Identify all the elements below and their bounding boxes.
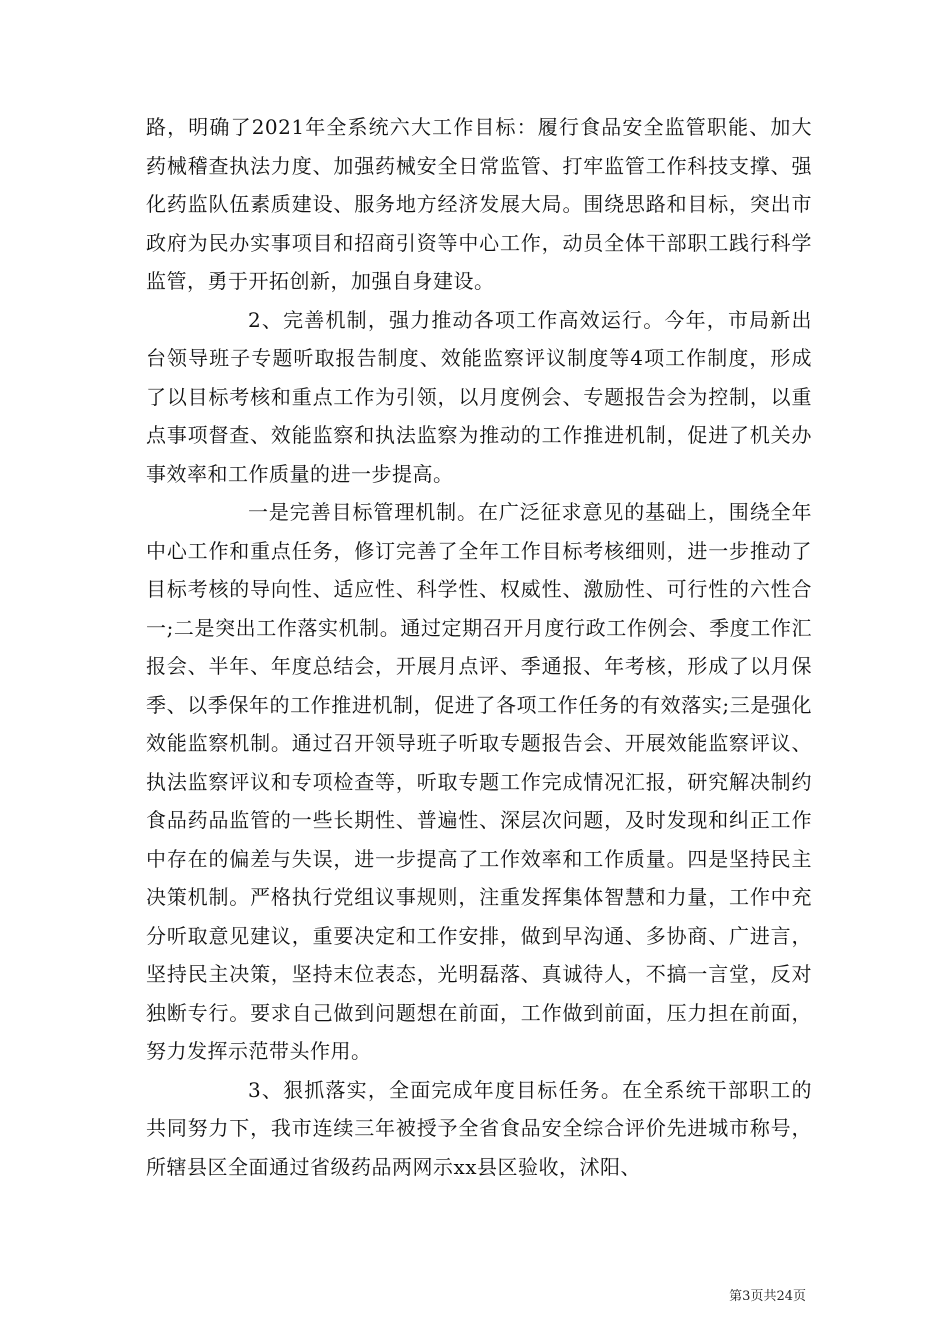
paragraph-mechanism: 2、完善机制，强力推动各项工作高效运行。今年，市局新出台领导班子专题听取报告制度、效能监察评议制度等4项工作制度，形成了以目标考核和重点工作为引领，以月度例会、专题报告会为控制，以重点事项督查、效能监察和执法监察为推动的工作推进机制，促进了机关办事效率和工作质量的进一步提高。 bbox=[146, 307, 812, 486]
page-number-footer: 第3页共24页 bbox=[729, 1289, 806, 1304]
paragraph-continuation: 路，明确了2021年全系统六大工作目标：履行食品安全监管职能、加大药械稽查执法力度、加强药械安全日常监管、打牢监管工作科技支撑、强化药监队伍素质建设、服务地方经济发展大局。围绕思路和目标，突出市政府为民办实事项目和招商引资等中心工作，动员全体干部职工践行科学监管，勇于开拓创新，加强自身建设。 bbox=[146, 115, 812, 293]
paragraph-target-management: 一是完善目标管理机制。在广泛征求意见的基础上，围绕全年中心工作和重点任务，修订完善了全年工作目标考核细则，进一步推动了目标考核的导向性、适应性、科学性、权威性、激励性、可行性的六性合一;二是突出工作落实机制。通过定期召开月度行政工作例会、季度工作汇报会、半年、年度总结会，开展月点评、季通报、年考核，形成了以月保季、以季保年的工作推进机制，促进了各项工作任务的有效落实;三是强化效能监察机制。通过召开领导班子听取专题报告会、开展效能监察评议、执法监察评议和专项检查等，听取专题工作完成情况汇报，研究解决制约食品药品监管的一些长期性、普遍性、深层次问题，及时发现和纠正工作中存在的偏差与失误，进一步提高了工作效率和工作质量。四是坚持民主决策机制。严格执行党组议事规则，注重发挥集体智慧和力量，工作中充分听取意见建议，重要决定和工作安排，做到早沟通、多协商、广进言，坚持民主决策，坚持末位表态，光明磊落、真诚待人，不搞一言堂，反对独断专行。要求自己做到问题想在前面，工作做到前面，压力担在前面，努力发挥示范带头作用。 bbox=[146, 500, 812, 1063]
paragraph-implementation: 3、狠抓落实，全面完成年度目标任务。在全系统干部职工的共同努力下，我市连续三年被授予全省食品安全综合评价先进城市称号，所辖县区全面通过省级药品两网示xx县区验收，沭阳、 bbox=[146, 1077, 812, 1179]
document-body bbox=[146, 108, 812, 1186]
